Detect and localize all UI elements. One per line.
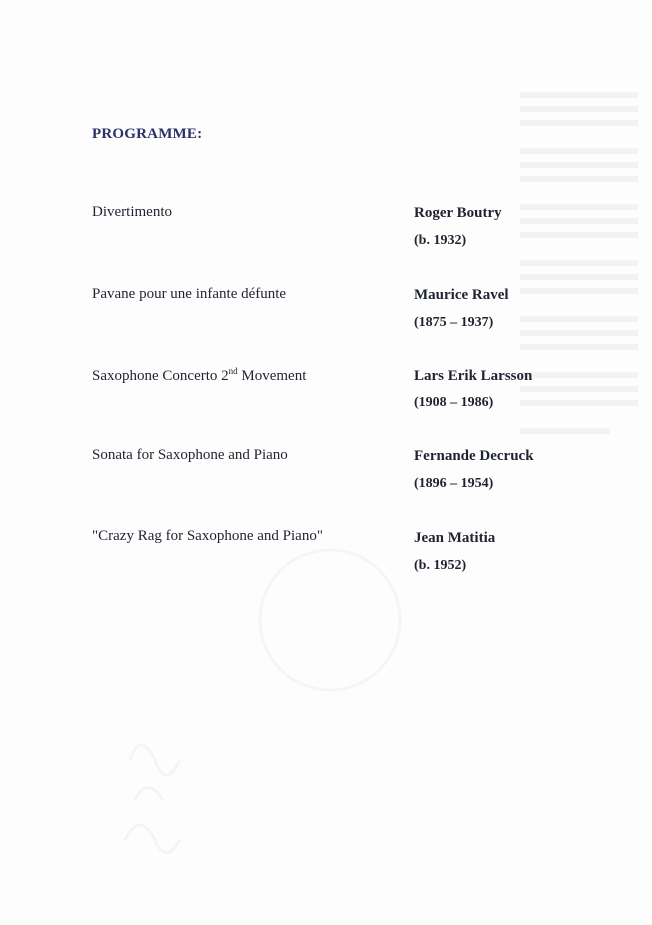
programme-work-3 [92,366,306,385]
programme-dates-4: (1896 – 1954) [414,476,494,491]
programme-dates-1: (b. 1932) [414,233,467,248]
programme-dates-5: (b. 1952) [414,558,467,573]
programme-work-3-ordinal: nd [228,366,238,376]
programme-composer-3: Lars Erik Larsson [414,368,533,384]
programme-work-5: "Crazy Rag for Saxophone and Piano" [92,528,323,544]
programme-work-2: Pavane pour une infante défunte [92,286,287,302]
programme-composer-2: Maurice Ravel [414,287,509,303]
programme-work-1: Divertimento [92,204,172,220]
programme-dates-2: (1875 – 1937) [414,315,494,330]
programme-work-4: Sonata for Saxophone and Piano [92,447,288,463]
programme-work-3-main: Saxophone Concerto 2 [92,368,229,384]
programme-composer-1: Roger Boutry [414,205,502,221]
programme-heading: PROGRAMME: [92,126,203,142]
programme-composer-5: Jean Matitia [414,530,496,546]
programme-work-3-tail: Movement [237,368,307,384]
programme-dates-3: (1908 – 1986) [414,395,494,410]
programme-composer-4: Fernande Decruck [414,448,534,464]
